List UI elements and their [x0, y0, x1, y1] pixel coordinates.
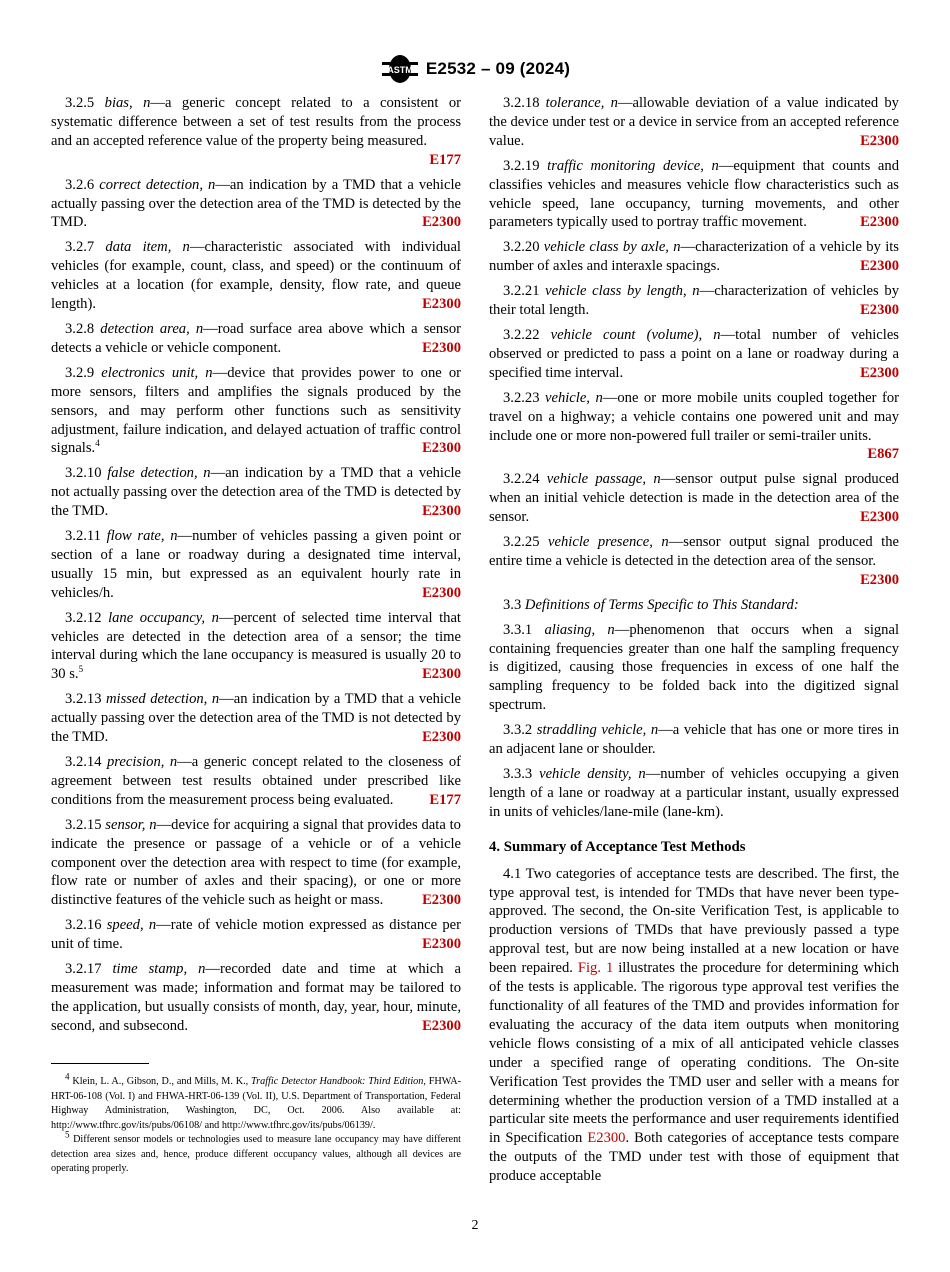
- definition-text: —a generic concept related to the closeness of agreement between test results obtained under prescribed like conditions from the measurement process being evaluated.: [51, 754, 461, 808]
- definition-text: —sensor output pulse signal produced when an initial vehicle detection is made in the detection area of the sensor.: [489, 471, 899, 526]
- definition-term: flow rate, n: [106, 528, 178, 545]
- reference-link[interactable]: E2300: [860, 132, 899, 149]
- reference-link[interactable]: E2300: [860, 302, 899, 319]
- footnotes: [51, 1071, 461, 1177]
- definition-term: vehicle class by axle, n: [543, 239, 681, 256]
- definition-text: —device for acquiring a signal that provides data to indicate the presence or passage of a vehicle or of a vehicle component over the detection area with respect to time (for example, flow rate or number of axles and their spacing), or one or more distinctive features of the vehicle such as height or mass.: [51, 816, 461, 909]
- reference-link[interactable]: E2300: [860, 258, 899, 275]
- definition-number: 3.2.24: [503, 471, 540, 488]
- definition-term: vehicle passage, n: [546, 471, 661, 488]
- definition-number: 3.2.20: [503, 239, 540, 256]
- definition-text: —a generic concept related to a consistent or systematic difference between a set of test results from the process and an accepted reference value of the property being measured.: [51, 95, 462, 149]
- definition-text: —recorded date and time at which a measurement was made; information and format may be tailored to the application, but usually consists of month, day, year, hour, minute, second, and subsecond.: [51, 961, 461, 1034]
- definition-paragraph: [489, 157, 899, 233]
- definition-paragraph: [51, 916, 461, 954]
- reference-link[interactable]: E2300: [422, 296, 461, 313]
- definition-number: 3.2.21: [503, 283, 540, 300]
- paragraph-number: 4.1: [503, 865, 522, 882]
- definition-text: —characterization of vehicles by their total length.: [489, 283, 899, 319]
- left-column: [51, 94, 461, 1042]
- definition-paragraph: [51, 527, 461, 603]
- definition-term: vehicle count (volume), n: [550, 326, 721, 343]
- definition-term: data item, n: [105, 239, 190, 256]
- definition-number: 3.2.23: [503, 389, 540, 406]
- subsection-heading: [489, 596, 899, 615]
- reference-link[interactable]: E2300: [422, 440, 461, 457]
- definition-number: 3.2.25: [503, 534, 540, 551]
- reference-link[interactable]: E867: [867, 446, 899, 463]
- reference-link[interactable]: E177: [429, 791, 461, 808]
- reference-link[interactable]: E2300: [860, 364, 899, 381]
- definition-paragraph: [489, 533, 899, 590]
- definition-term: vehicle, n: [544, 389, 603, 406]
- definition-term: precision, n: [106, 754, 178, 770]
- definition-text: —percent of selected time interval that vehicles are detected in the detection area of a sensor; the time interval during which the lane occupancy is measured is usually 20 to 30 s.: [51, 609, 461, 683]
- paragraph-text: illustrates the procedure for determining which of the tests is applicable. The rigorous type approval test verifies the functionality of all features of the TMD and provides information for evaluating the accuracy of the data item outputs when monitoring vehicle flows consisting of a mix of all anticipated vehicle classes under a specified range of operating conditions. The On-site Verification Test provides the TMD user and seller with a means for determining whether the production version of a TMD installed at a particular site meets the performance and user requirements identified in Specification: [489, 960, 900, 1147]
- reference-link[interactable]: E2300: [422, 892, 461, 909]
- definition-paragraph: [51, 320, 461, 358]
- definition-number: 3.2.6: [65, 176, 95, 193]
- footnote-ref[interactable]: 5: [78, 664, 84, 675]
- reference-link[interactable]: E2300: [422, 584, 461, 601]
- definition-paragraph: [489, 238, 899, 276]
- paragraph-text: . Both categories of acceptance tests compare the outputs of the TMD under test with those of equipment that produce acceptable: [489, 1130, 900, 1185]
- right-column: [489, 94, 899, 1192]
- definition-paragraph: [51, 816, 461, 911]
- definition-text: —characteristic associated with individual vehicles (for example, count, class, and speed) or the continuum of vehicles at a location (for example, density, flow rate, and queue length).: [51, 239, 461, 313]
- definition-term: bias, n: [104, 95, 151, 111]
- definition-term: straddling vehicle, n: [536, 722, 659, 739]
- definition-number: 3.2.11: [65, 528, 101, 545]
- reference-link[interactable]: E2300: [422, 339, 461, 356]
- definition-text: —sensor output signal produced the entire time a vehicle is detected in the detection area of the sensor.: [489, 534, 899, 569]
- definition-term: vehicle presence, n: [548, 534, 669, 551]
- reference-link[interactable]: E2300: [860, 214, 899, 231]
- definition-text: —characterization of a vehicle by its number of axles and interaxle spacings.: [489, 239, 899, 275]
- page-header: [0, 52, 950, 86]
- definition-term: electronics unit, n: [101, 364, 213, 381]
- definition-number: 3.2.15: [65, 816, 102, 833]
- definition-number: 3.2.10: [65, 465, 102, 482]
- definition-term: missed detection, n: [105, 691, 220, 708]
- definition-text: —an indication by a TMD that a vehicle actually passing over the detection area of the TMD is not detected by the TMD.: [51, 691, 461, 746]
- definition-term: speed, n: [106, 917, 157, 934]
- footnote-ref[interactable]: 4: [95, 438, 100, 449]
- definition-number: 3.2.8: [65, 320, 95, 337]
- definition-paragraph: [489, 721, 899, 759]
- definition-number: 3.2.12: [65, 609, 102, 626]
- definition-paragraph: [51, 364, 461, 459]
- definition-number: 3.2.18: [503, 95, 540, 111]
- definition-paragraph: [51, 94, 461, 170]
- specification-link[interactable]: E2300: [587, 1130, 626, 1147]
- footnote-4: $^4$ Klein, L. A., Gibson, D., and Mills, M. K., Traffic Detector Handbook: Third Edition, FHWA-HRT-06-108 (Vol. I) and FHWA-HRT-06-139 (Vol. II), U.S. Department of Transportation, Federal Highway Administration, Washington, DC, Oct. 2006. Also available at: http://www.tfhrc.gov/its/pubs/06108/ and http://www.tfhrc.gov/its/pubs/06139/.: [51, 1071, 461, 1131]
- definition-term: correct detection, n: [99, 176, 216, 193]
- definition-number: 3.2.5: [65, 95, 95, 111]
- definition-paragraph: [489, 282, 899, 320]
- definition-number: 3.2.9: [65, 364, 95, 381]
- definition-number: 3.3.2: [503, 722, 533, 739]
- definition-paragraph: [51, 464, 461, 521]
- definition-text: —road surface area above which a sensor detects a vehicle or vehicle component.: [51, 320, 461, 356]
- reference-link[interactable]: E2300: [860, 509, 899, 526]
- definition-number: 3.2.16: [65, 917, 102, 934]
- definition-term: sensor, n: [105, 816, 157, 833]
- footnote-5: $^5$ Different sensor models or technologies used to measure lane occupancy may have different detection area sizes and, hence, produce different occupancy values, although all devices are operating properly.: [51, 1129, 461, 1174]
- subsection-title: Definitions of Terms Specific to This Standard:: [524, 596, 799, 613]
- reference-link[interactable]: E177: [429, 151, 461, 168]
- definition-paragraph: [489, 389, 899, 465]
- definition-text: —an indication by a TMD that a vehicle actually passing over the detection area of the TMD is detected by the TMD.: [51, 176, 461, 231]
- definition-paragraph: [51, 960, 461, 1036]
- astm-logo-text: ASTM: [387, 65, 413, 75]
- definition-paragraph: [489, 94, 899, 151]
- definition-term: time stamp, n: [112, 961, 206, 978]
- definition-text: —one or more mobile units coupled together for travel on a highway; a vehicle contains one powered unit and may include one or more non-powered full trailer or semi-trailer units.: [489, 389, 899, 444]
- definition-text: —a vehicle that has one or more tires in an adjacent lane or shoulder.: [489, 722, 899, 758]
- definition-paragraph: [489, 621, 899, 716]
- definition-paragraph: [489, 326, 899, 383]
- definition-number: 3.2.14: [65, 754, 102, 770]
- definition-term: tolerance, n: [545, 95, 618, 111]
- definition-term: vehicle class by length, n: [545, 283, 700, 300]
- subsection-number: 3.3: [503, 596, 522, 613]
- reference-link[interactable]: E2300: [422, 503, 461, 520]
- definition-term: false detection, n: [107, 465, 211, 482]
- definition-text: —phenomenon that occurs when a signal containing frequencies greater than one half the sampling frequency is digitized, causing those frequencies in excess of one half the sampling frequency to be folded back into the digitized signal spectrum.: [489, 621, 900, 714]
- reference-link[interactable]: E2300: [422, 666, 461, 683]
- paragraph-text: Two categories of acceptance tests are described. The first, the type approval test, is intended for TMDs that have never been type-approved. The second, the On-site Verification Test, is applicable to production versions of TMDs that have previously passed a type approval test, but are now being installed at a new location or have been repaired.: [489, 865, 900, 977]
- definition-text: —rate of vehicle motion expressed as distance per unit of time.: [51, 917, 461, 953]
- definition-number: 3.2.17: [65, 961, 102, 978]
- definition-paragraph: [51, 176, 461, 233]
- definition-paragraph: [489, 765, 899, 822]
- definition-term: lane occupancy, n: [108, 609, 219, 626]
- footnote-divider: [51, 1063, 149, 1064]
- definition-number: 3.2.19: [503, 157, 540, 174]
- definition-number: 3.3.1: [503, 621, 533, 638]
- reference-link[interactable]: E2300: [860, 571, 899, 588]
- reference-link[interactable]: E2300: [422, 729, 461, 746]
- definition-text: —number of vehicles passing a given point or section of a lane or roadway during a designated time interval, usually 15 min, but expressed as an equivalent hourly rate in vehicles/h.: [51, 528, 461, 601]
- section-heading: 4. Summary of Acceptance Test Methods: [489, 838, 746, 855]
- page-number: 2: [471, 1218, 479, 1233]
- definition-paragraph: [489, 470, 899, 527]
- definition-term: traffic monitoring device, n: [547, 157, 719, 174]
- figure-link[interactable]: Fig. 1: [577, 960, 614, 977]
- definition-number: 3.2.22: [503, 326, 540, 343]
- definition-term: detection area, n: [100, 320, 204, 337]
- definition-paragraph: [51, 609, 461, 685]
- definition-paragraph: [51, 690, 461, 747]
- reference-link[interactable]: E2300: [422, 936, 461, 953]
- section-paragraph: [489, 865, 899, 1186]
- astm-logo: [380, 53, 420, 85]
- definition-term: vehicle density, n: [539, 766, 646, 782]
- definition-number: 3.2.7: [65, 239, 95, 256]
- definition-text: —allowable deviation of a value indicated by the device under test or a device in service from an accepted reference value.: [489, 95, 900, 149]
- definition-text: —device that provides power to one or more sensors, filters and amplifies the signals produced by the sensors, and may perform other functions such as sensitivity adjustment, failure indication, and delayed actuation of traffic control signals.: [51, 364, 461, 457]
- definition-text: —an indication by a TMD that a vehicle not actually passing over the detection area of the TMD is detected by the TMD.: [51, 465, 461, 520]
- definition-paragraph: [51, 753, 461, 810]
- reference-link[interactable]: E2300: [422, 214, 461, 231]
- definition-number: 3.3.3: [503, 766, 533, 782]
- definition-text: —total number of vehicles observed or predicted to pass a point on a lane or roadway during a specified time interval.: [489, 326, 899, 381]
- definition-paragraph: [51, 238, 461, 314]
- definition-text: —equipment that counts and classifies vehicles and measures vehicle flow characteristics such as vehicle speed, lane occupancy, turning movements, and other parameters typically used to portray traffic movement.: [489, 157, 899, 231]
- definition-term: aliasing, n: [544, 621, 615, 638]
- document-designation: E2532 – 09 (2024): [425, 59, 571, 78]
- reference-link[interactable]: E2300: [422, 1017, 461, 1034]
- definition-number: 3.2.13: [65, 691, 102, 708]
- definition-text: —number of vehicles occupying a given length of a lane or roadway at a particular instant, usually expressed in units of vehicles/lane-mile (lane-km).: [489, 766, 900, 820]
